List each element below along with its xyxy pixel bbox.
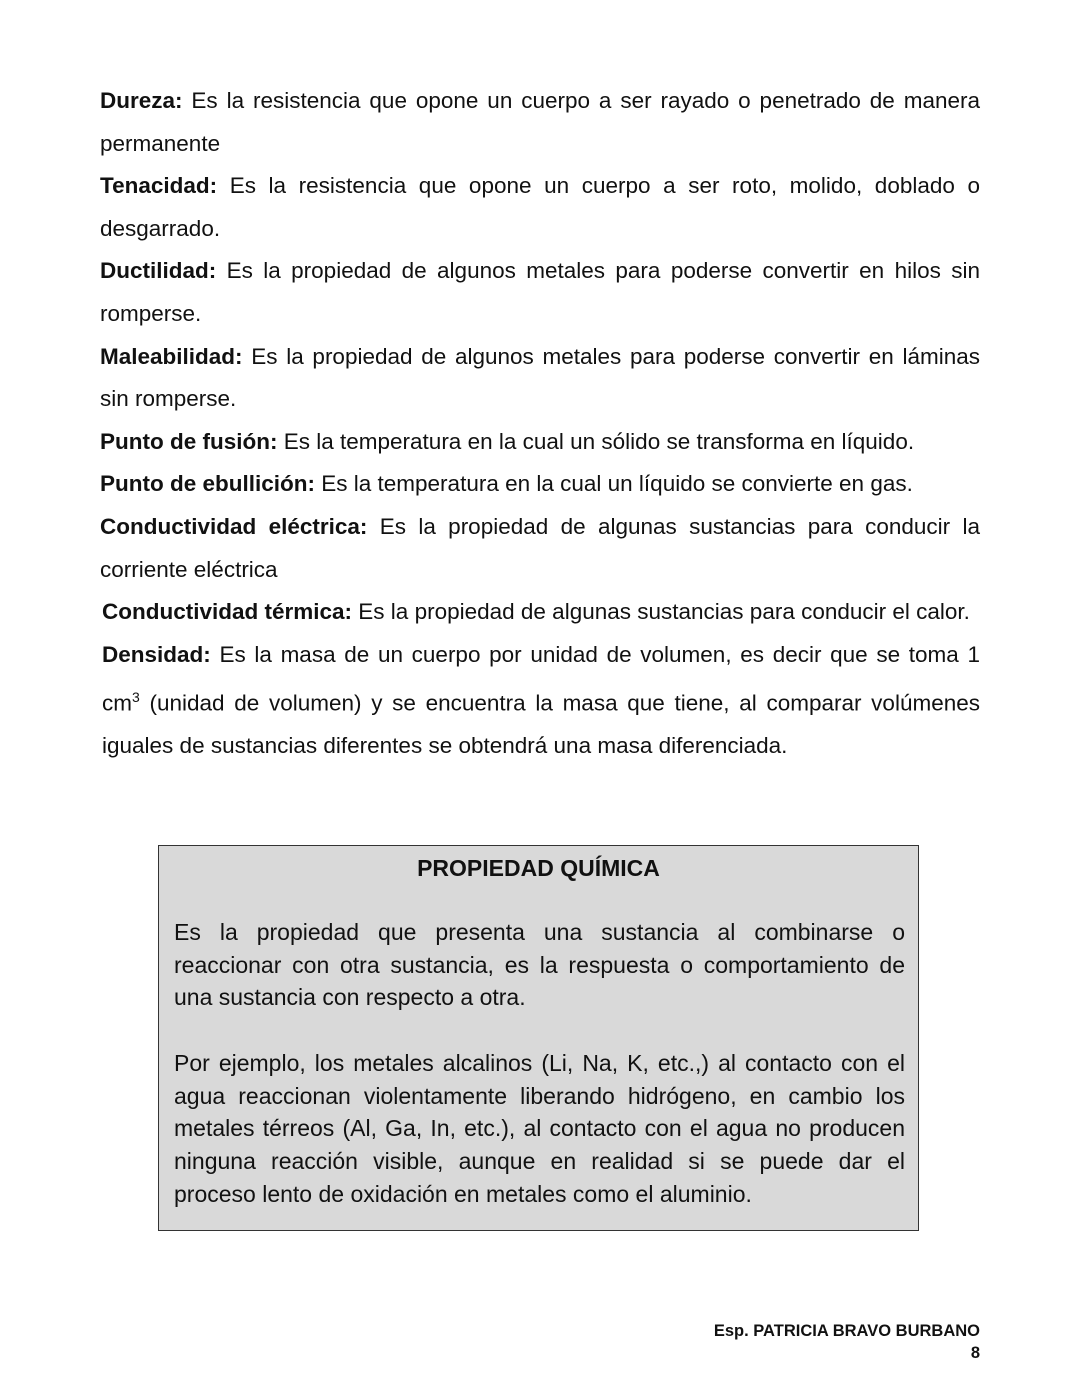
term: Tenacidad: bbox=[100, 173, 218, 199]
definitions-list bbox=[100, 80, 980, 768]
definition-tenacidad bbox=[100, 165, 980, 250]
term: Punto de ebullición: bbox=[100, 471, 315, 497]
box-paragraph: Es la propiedad que presenta una sustancia al combinarse o reaccionar con otra sustancia, es la respuesta o comportamiento de una sustancia con respecto a otra. bbox=[174, 919, 905, 1011]
definition-punto-fusion bbox=[100, 421, 980, 464]
definition-text: Es la temperatura en la cual un sólido se transforma en líquido. bbox=[277, 428, 915, 454]
term: Densidad: bbox=[102, 641, 211, 667]
author: Esp. PATRICIA BRAVO BURBANO bbox=[713, 1322, 980, 1340]
definition-maleabilidad bbox=[100, 336, 980, 421]
definition-punto-ebullicion bbox=[100, 463, 980, 506]
box-title: PROPIEDAD QUÍMICA bbox=[417, 855, 660, 881]
definition-conductividad-electrica bbox=[100, 506, 980, 591]
chemical-property-box bbox=[158, 845, 919, 1231]
term: Conductividad térmica: bbox=[102, 599, 353, 625]
definition-text: Es la propiedad de algunas sustancias para conducir el calor. bbox=[352, 599, 970, 625]
term: Ductilidad: bbox=[100, 258, 217, 284]
definition-text: Es la propiedad de algunas sustancias para conducir la corriente eléctrica bbox=[100, 513, 981, 582]
term: Maleabilidad: bbox=[100, 343, 243, 369]
definition-text: Es la propiedad de algunos metales para poderse convertir en láminas sin romperse. bbox=[100, 343, 980, 412]
definition-dureza bbox=[100, 80, 980, 165]
term: Conductividad eléctrica: bbox=[100, 513, 368, 539]
page-number: 8 bbox=[970, 1344, 980, 1362]
superscript: 3 bbox=[132, 689, 140, 706]
term: Punto de fusión: bbox=[100, 428, 278, 454]
definition-text: (unidad de volumen) y se encuentra la masa que tiene, al comparar volúmenes iguales de sustancias diferentes se obtendrá una masa diferenciada. bbox=[102, 690, 980, 759]
definition-text: Es la resistencia que opone un cuerpo a ser roto, molido, doblado o desgarrado. bbox=[100, 173, 980, 241]
definition-text: Es la propiedad de algunos metales para poderse convertir en hilos sin romperse. bbox=[100, 258, 980, 326]
definition-text: Es la masa de un cuerpo por unidad de volumen, es decir que se toma 1 cm bbox=[102, 641, 980, 716]
term: Dureza: bbox=[100, 88, 183, 113]
definition-text: Es la resistencia que opone un cuerpo a ser rayado o penetrado de manera permanente bbox=[100, 88, 980, 156]
definition-ductilidad bbox=[100, 250, 980, 335]
box-paragraph: Por ejemplo, los metales alcalinos (Li, Na, K, etc.,) al contacto con el agua reaccionan violentamente liberando hidrógeno, en cambio los metales térreos (Al, Ga, In, etc.), al contacto con el agua no producen ninguna reacción visible, aunque en realidad si se puede dar el proceso lento de oxidación en metales como el aluminio. bbox=[174, 1050, 905, 1207]
definition-conductividad-termica bbox=[100, 591, 980, 634]
definition-densidad bbox=[100, 634, 980, 768]
definition-text: Es la temperatura en la cual un líquido se convierte en gas. bbox=[315, 471, 913, 497]
footer bbox=[714, 1320, 980, 1364]
